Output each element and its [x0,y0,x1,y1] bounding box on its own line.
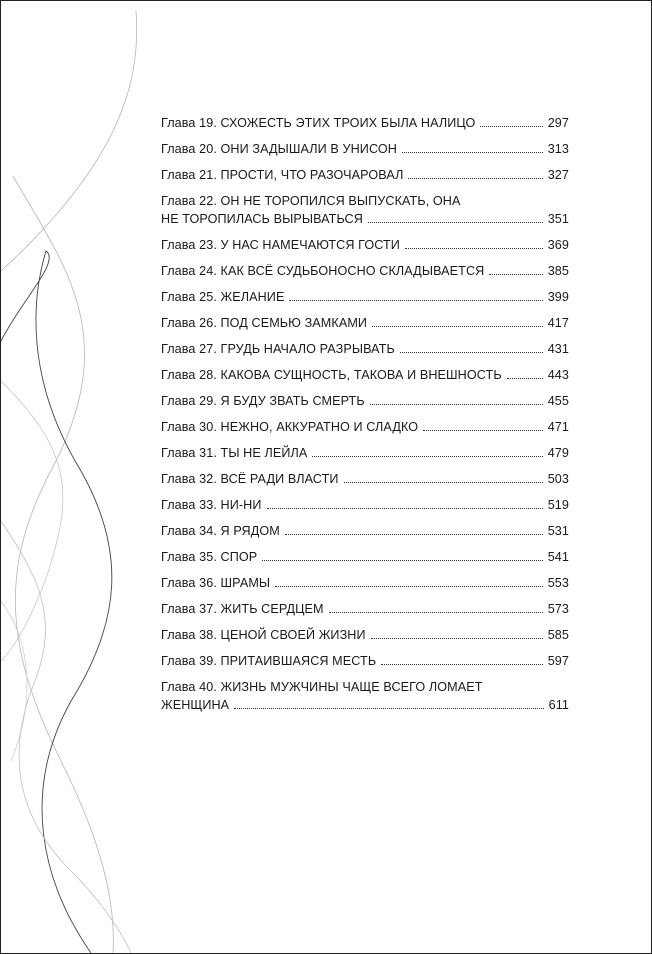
wave-lines-decoration-icon [1,1,151,953]
dot-leader [262,560,542,561]
wave-line-6 [1,381,63,661]
toc-entry [161,444,569,462]
toc-entry [161,140,569,158]
dot-leader [267,508,543,509]
toc-entry [161,574,569,592]
toc-entry [161,262,569,280]
toc-entry [161,470,569,488]
toc-entry-title: ЖЕНЩИНА [161,698,230,712]
toc-entry-line [161,114,569,132]
toc-entry-title: НЕ ТОРОПИЛАСЬ ВЫРЫВАТЬСЯ [161,212,363,226]
toc-entry-page-number: 385 [547,264,569,278]
toc-entry-title: Глава 38. ЦЕНОЙ СВОЕЙ ЖИЗНИ [161,628,366,642]
dot-leader [405,248,543,249]
toc-entry-title: Глава 27. ГРУДЬ НАЧАЛО РАЗРЫВАТЬ [161,342,395,356]
dot-leader [368,222,543,223]
toc-entry [161,600,569,618]
dot-leader [234,708,543,709]
toc-entry-title: Глава 37. ЖИТЬ СЕРДЦЕМ [161,602,324,616]
toc-entry-line [161,444,569,462]
toc-entry [161,418,569,436]
toc-entry [161,496,569,514]
toc-entry [161,192,569,228]
dot-leader [344,482,543,483]
toc-entry-page-number: 431 [547,342,569,356]
dot-leader [402,152,543,153]
toc-entry-title: Глава 34. Я РЯДОМ [161,524,280,538]
toc-entry-page-number: 443 [547,368,569,382]
toc-entry [161,548,569,566]
toc-entry-title: Глава 21. ПРОСТИ, ЧТО РАЗОЧАРОВАЛ [161,168,404,182]
toc-entry-title: Глава 39. ПРИТАИВШАЯСЯ МЕСТЬ [161,654,377,668]
toc-entry-title: Глава 29. Я БУДУ ЗВАТЬ СМЕРТЬ [161,394,365,408]
toc-entry-title: Глава 24. КАК ВСЁ СУДЬБОНОСНО СКЛАДЫВАЕТСЯ [161,264,485,278]
toc-entry-page-number: 573 [547,602,569,616]
toc-entry-page-number: 611 [548,698,569,712]
toc-entry-page-number: 471 [547,420,569,434]
toc-entry-title: Глава 35. СПОР [161,550,258,564]
toc-entry-line [161,548,569,566]
toc-entry [161,652,569,670]
dot-leader [423,430,543,431]
toc-entry-title: Глава 19. СХОЖЕСТЬ ЭТИХ ТРОИХ БЫЛА НАЛИЦО [161,116,476,130]
dot-leader [408,178,542,179]
table-of-contents [161,114,569,722]
dot-leader [289,300,542,301]
toc-entry-title: Глава 28. КАКОВА СУЩНОСТЬ, ТАКОВА И ВНЕШНОСТЬ [161,368,502,382]
toc-entry-title-line: Глава 22. ОН НЕ ТОРОПИЛСЯ ВЫПУСКАТЬ, ОНА [161,194,461,208]
toc-entry [161,166,569,184]
toc-entry [161,522,569,540]
toc-entry-line [161,210,569,228]
toc-entry-title: Глава 20. ОНИ ЗАДЫШАЛИ В УНИСОН [161,142,397,156]
toc-entry-page-number: 351 [547,212,569,226]
dot-leader [371,638,543,639]
toc-entry-line [161,522,569,540]
toc-entry-page-number: 313 [547,142,569,156]
toc-entry [161,626,569,644]
toc-entry-title: Глава 33. НИ-НИ [161,498,262,512]
toc-entry-page-number: 553 [547,576,569,590]
toc-entry-title: Глава 25. ЖЕЛАНИЕ [161,290,285,304]
toc-entry-page-number: 519 [547,498,569,512]
dot-leader [329,612,543,613]
dot-leader [489,274,542,275]
dot-leader [285,534,543,535]
dot-leader [400,352,543,353]
toc-entry-title: Глава 26. ПОД СЕМЬЮ ЗАМКАМИ [161,316,368,330]
dot-leader [275,586,543,587]
toc-entry [161,288,569,306]
dot-leader [480,126,542,127]
toc-entry-line [161,288,569,306]
wave-line-2 [13,176,113,953]
wave-line-5 [1,601,27,761]
toc-entry [161,236,569,254]
dot-leader [312,456,542,457]
toc-entry-line [161,392,569,410]
toc-entry-line [161,696,569,714]
toc-entry-page-number: 585 [547,628,569,642]
toc-entry [161,340,569,358]
toc-entry [161,678,569,714]
toc-entry-page-number: 327 [547,168,569,182]
toc-entry-line [161,652,569,670]
toc-entry-title: Глава 36. ШРАМЫ [161,576,271,590]
toc-entry-page-number: 369 [547,238,569,252]
dot-leader [370,404,543,405]
toc-entry-line [161,166,569,184]
toc-entry-page-number: 479 [547,446,569,460]
toc-entry-page-number: 531 [547,524,569,538]
toc-entry-line [161,626,569,644]
toc-entry-title-line: Глава 40. ЖИЗНЬ МУЖЧИНЫ ЧАЩЕ ВСЕГО ЛОМАЕТ [161,680,483,694]
toc-entry-page-number: 399 [547,290,569,304]
toc-entry-page-number: 417 [547,316,569,330]
toc-entry-page-number: 455 [547,394,569,408]
toc-entry-line [161,262,569,280]
toc-entry-page-number: 297 [547,116,569,130]
toc-entry-page-number: 597 [547,654,569,668]
toc-entry-line [161,600,569,618]
toc-entry-page-number: 503 [547,472,569,486]
wave-line-1 [1,11,137,271]
toc-entry [161,114,569,132]
toc-entry-line [161,470,569,488]
toc-entry-line [161,236,569,254]
toc-entry-title: Глава 30. НЕЖНО, АККУРАТНО И СЛАДКО [161,420,419,434]
toc-entry-line [161,418,569,436]
toc-entry-line [161,140,569,158]
wave-line-3 [1,251,112,953]
toc-entry-title: Глава 31. ТЫ НЕ ЛЕЙЛА [161,446,308,460]
toc-entry-line [161,366,569,384]
toc-entry [161,392,569,410]
toc-entry-line [161,574,569,592]
toc-entry-line [161,340,569,358]
dot-leader [372,326,543,327]
toc-entry [161,314,569,332]
dot-leader [381,664,542,665]
toc-entry-title: Глава 32. ВСЁ РАДИ ВЛАСТИ [161,472,339,486]
toc-entry-line [161,314,569,332]
toc-entry-title: Глава 23. У НАС НАМЕЧАЮТСЯ ГОСТИ [161,238,400,252]
toc-entry-line [161,496,569,514]
dot-leader [507,378,543,379]
toc-entry [161,366,569,384]
toc-entry-page-number: 541 [547,550,569,564]
